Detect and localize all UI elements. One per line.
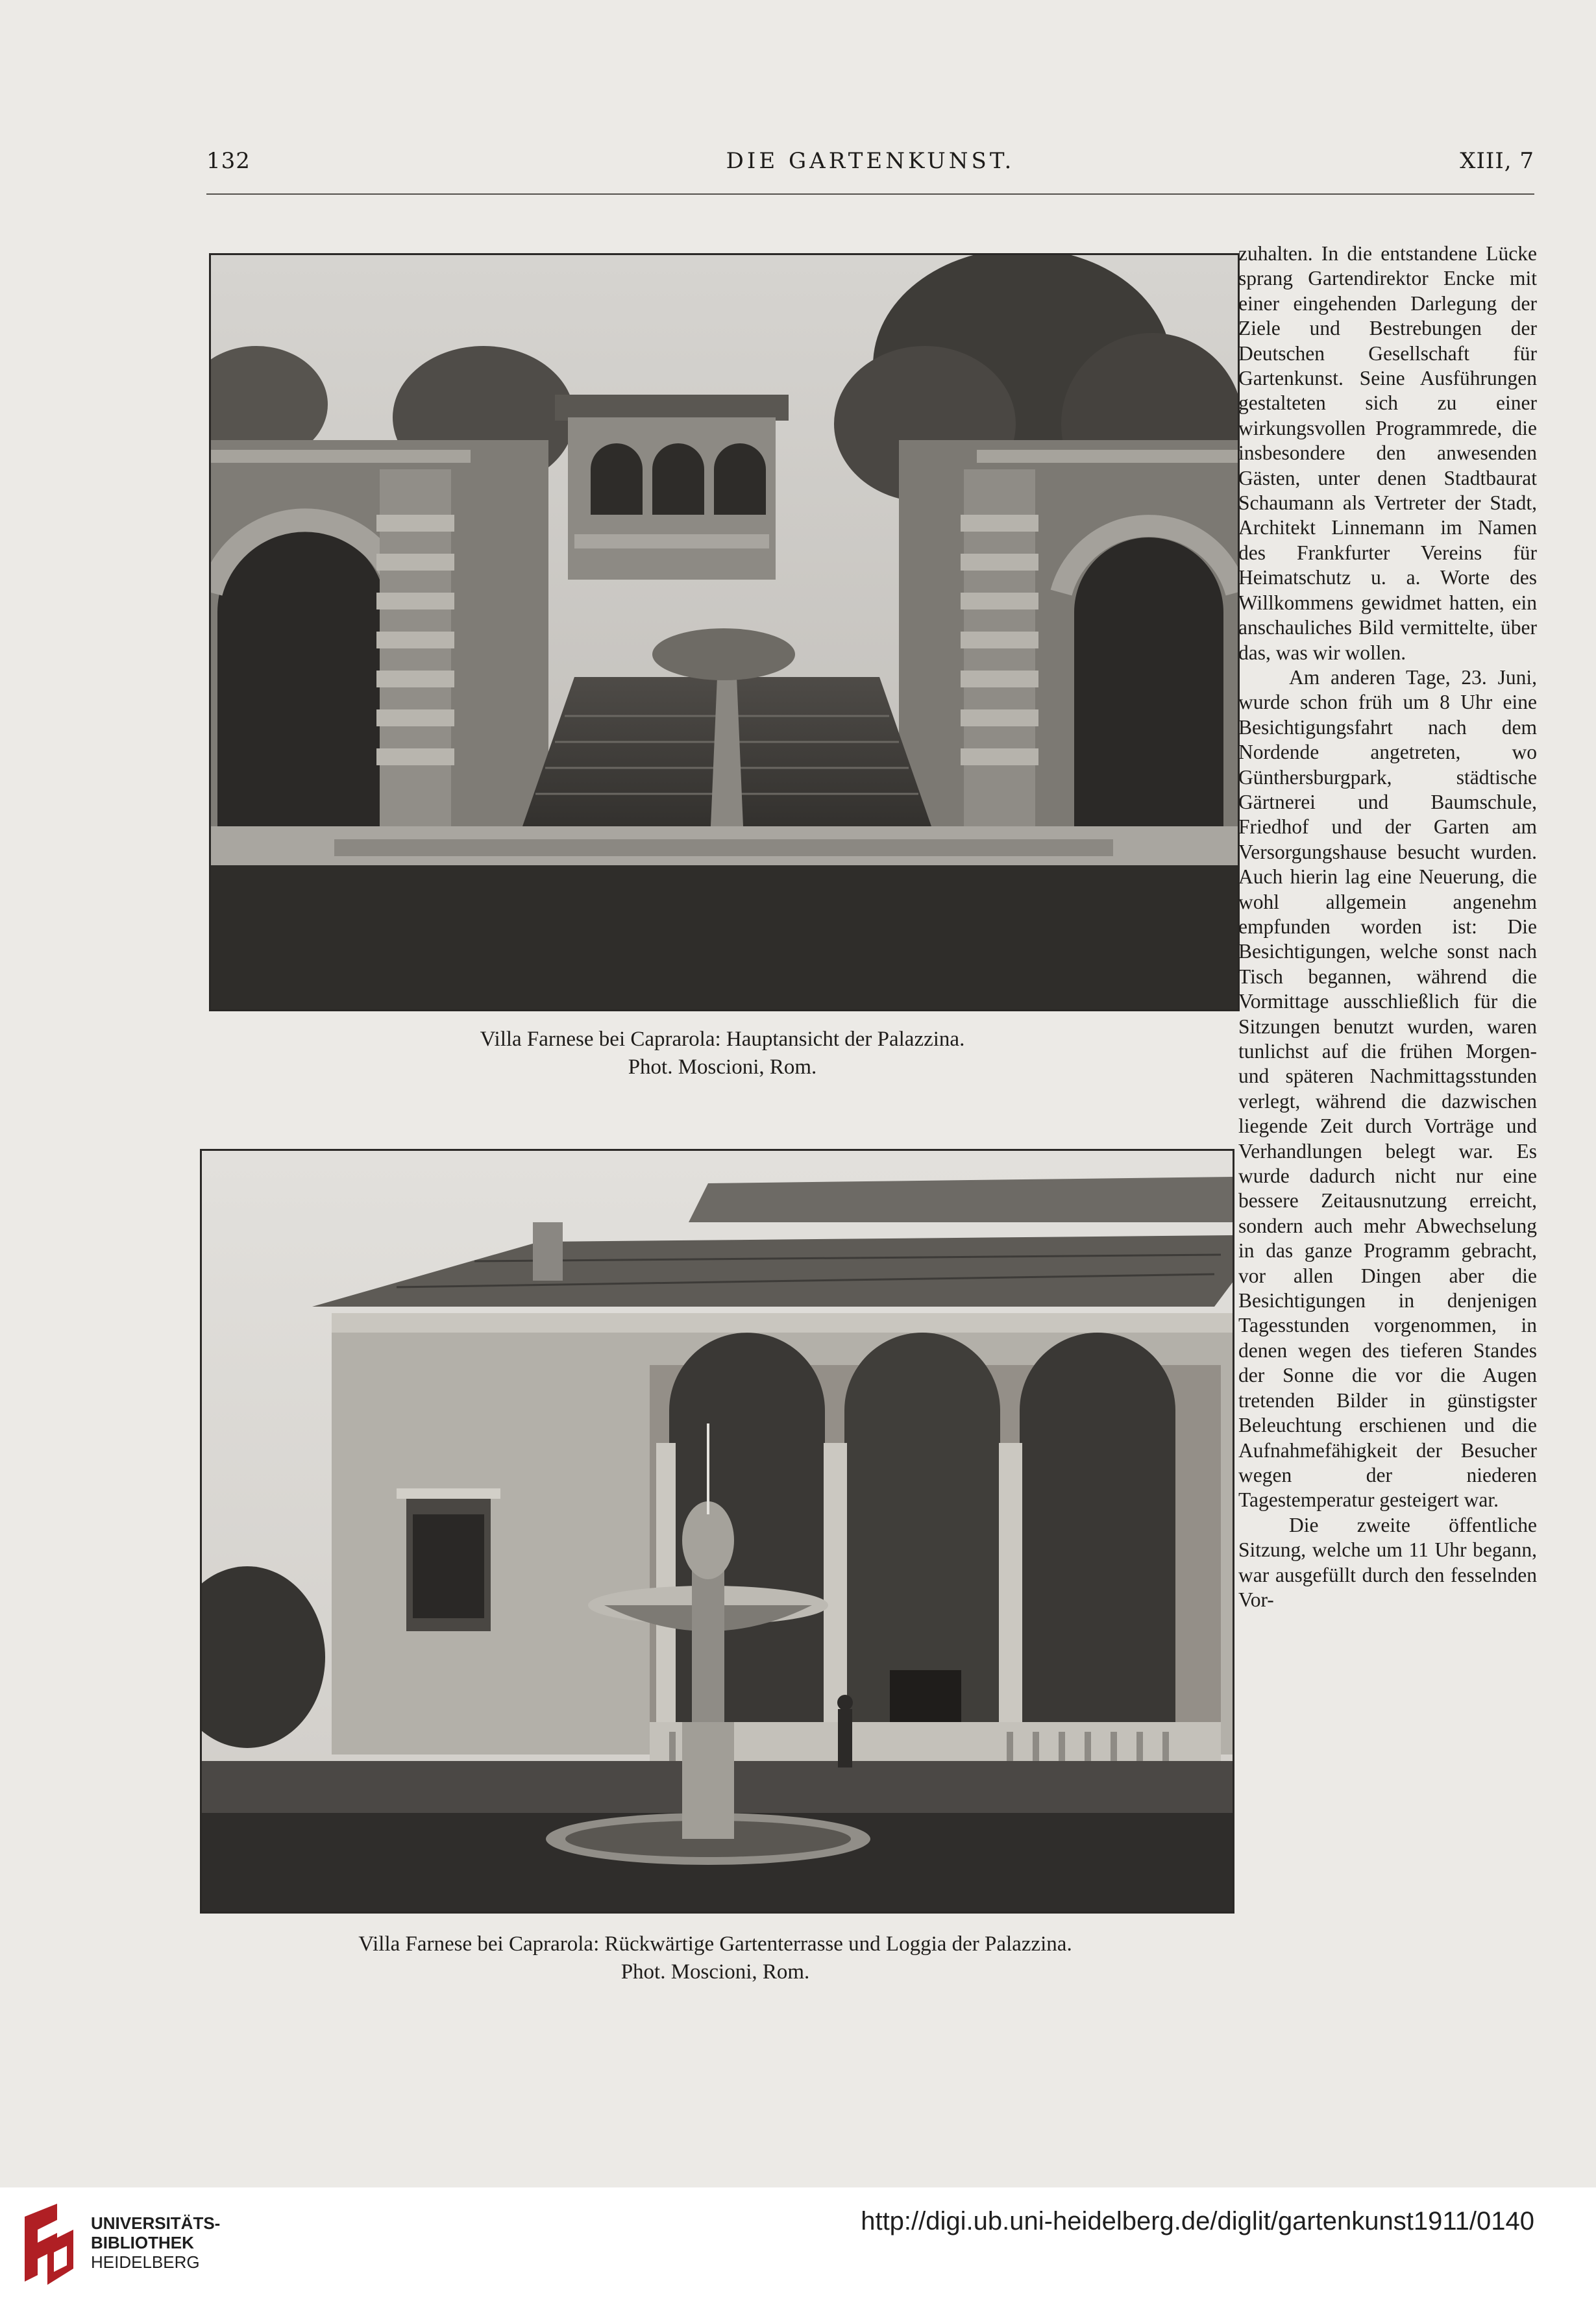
journal-title: DIE GARTENKUNST. xyxy=(726,148,1015,174)
figure1-photo-credit: Phot. Moscioni, Rom. xyxy=(628,1055,817,1079)
source-url-link[interactable]: http://digi.ub.uni-heidelberg.de/diglit/gartenkunst1911/0140 xyxy=(861,2207,1534,2235)
body-paragraph-2: Am anderen Tage, 23. Juni, wurde schon früh um 8 Uhr eine Besichtigungsfahrt nach dem Nordende angetreten, wo Günthersburgpark, städtische Gärtnerei und Baumschule, Friedhof und der Garten am Versorgungshause besucht wurden. Auch hierin lag eine Neuerung, die wohl allgemein angenehm empfunden worden ist: Die Besichtigungen, welche sonst nach Tisch begannen, während die Vormittage ausschließlich für die Sitzungen benutzt wurden, waren tunlichst auf die frühen Morgen- und späteren Nachmittagsstunden verlegt, während die dazwischen liegende Zeit durch Vorträge und Verhandlungen belegt war. Es wurde dadurch nicht nur eine bessere Zeitausnutzung erreicht, sondern auch mehr Abwechselung in das ganze Programm gebracht, vor allen Dingen aber die Besichtigungen in denjenigen Tagesstunden vorgenommen, in denen wegen des tieferen Standes der Sonne die vor die Augen tretenden Bilder in günstigster Beleuchtung erschienen und die Aufnahmefähigkeit der Besucher wegen der niederen Tagestemperatur gesteigert war. xyxy=(1238,665,1537,1512)
page-number: 132 xyxy=(206,148,251,174)
library-line-3: HEIDELBERG xyxy=(91,2252,200,2272)
text-column xyxy=(1238,241,1537,1612)
figure1-caption-title: Villa Farnese bei Caprarola: Hauptansicht der Palazzina. xyxy=(480,1028,965,1051)
issue-number: XIII, 7 xyxy=(1460,148,1534,174)
figure2-caption-title: Villa Farnese bei Caprarola: Rückwärtige Gartenterrasse und Loggia der Palazzina. xyxy=(358,1932,1072,1956)
library-line-1: UNIVERSITÄTS- xyxy=(91,2213,221,2233)
page-header xyxy=(206,148,1534,187)
digitization-footer xyxy=(0,2187,1596,2303)
header-rule xyxy=(206,193,1534,195)
photo-garden-terrace-loggia xyxy=(200,1149,1234,1914)
body-paragraph-1: zuhalten. In die entstandene Lücke sprang Gartendirektor Encke mit einer eingehenden Darlegung der Ziele und Bestrebungen der Deutschen Gesellschaft für Gartenkunst. Seine Ausführungen gestalteten sich zu einer wirkungsvollen Programmrede, die insbesondere den anwesenden Gästen, unter denen Stadtbaurat Schaumann als Vertreter der Stadt, Architekt Linnemann im Namen des Frankfurter Vereins für Heimatschutz u. a. Worte des Willkommens gewidmet hatten, ein anschauliches Bild vermittelte, über das, was wir wollen. xyxy=(1238,242,1537,664)
figure1-caption xyxy=(209,1026,1236,1081)
photo-palazzina-main-view xyxy=(209,253,1240,1011)
figure2-caption xyxy=(200,1930,1231,1986)
library-name xyxy=(91,2213,220,2272)
figure2-photo-credit: Phot. Moscioni, Rom. xyxy=(620,1960,810,1984)
library-logo-icon xyxy=(18,2204,78,2288)
library-line-2: BIBLIOTHEK xyxy=(91,2233,194,2252)
body-paragraph-3: Die zweite öffentliche Sitzung, welche um 11 Uhr begann, war ausgefüllt durch den fesselnden Vor- xyxy=(1238,1513,1537,1611)
